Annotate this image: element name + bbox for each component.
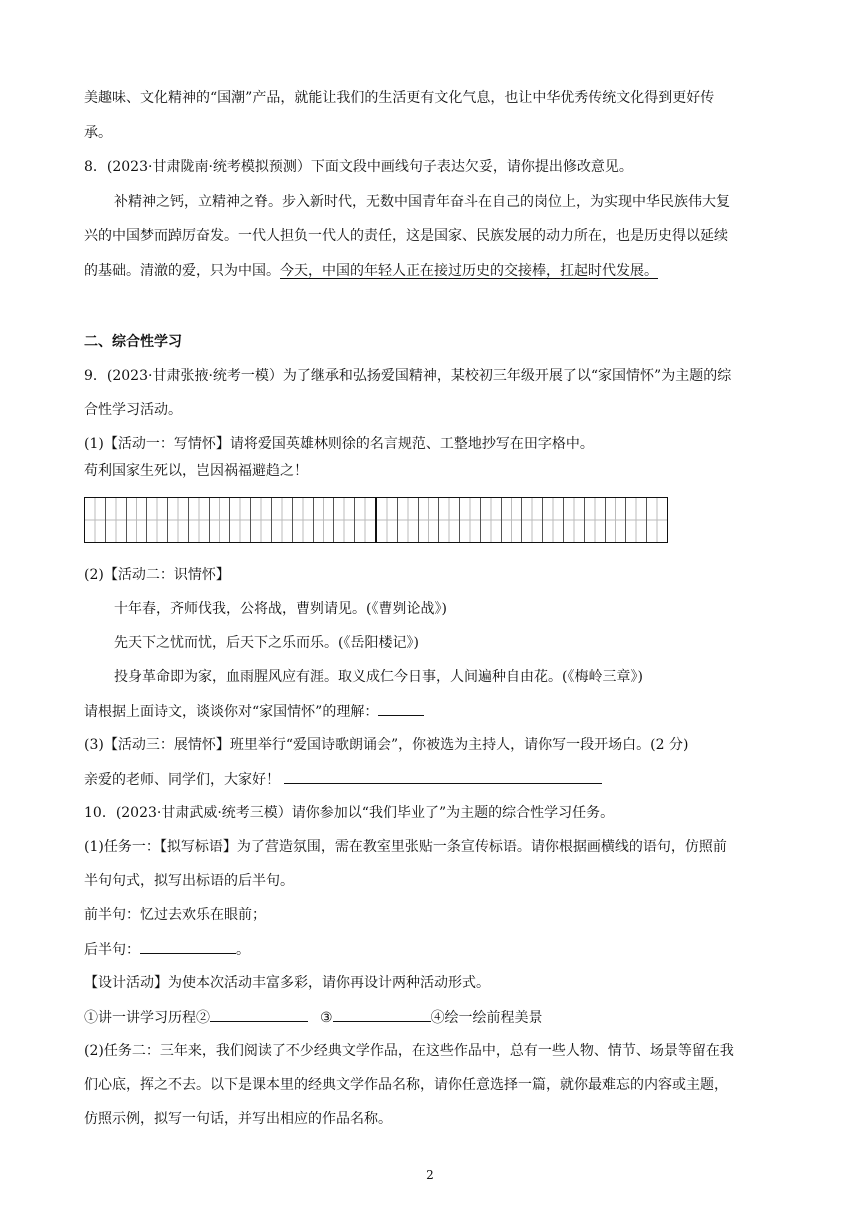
grid-cell[interactable] [334,498,355,542]
option-text: ①讲一讲学习历程② [84,1010,210,1026]
grid-cell[interactable] [460,498,481,542]
underlined-sentence: 今天，中国的年轻人正在接过历史的交接棒，扛起时代发展。 [280,263,658,279]
grid-cell[interactable] [106,498,127,542]
question-9-part-3: (3)【活动三：展情怀】班里举行“爱国诗歌朗诵会”，你被选为主持人，请你写一段开场白。(2 分) [84,737,689,753]
answer-blank[interactable] [378,701,424,716]
grid-cell[interactable] [585,498,606,542]
question-8-heading: 8．(2023·甘肃陇南·统考模拟预测）下面文段中画线句子表达欠妥，请你提出修改意见。 [84,159,633,175]
grid-cell[interactable] [522,498,543,542]
question-10-part-2: (2)任务二：三年来，我们阅读了不少经典文学作品，在这些作品中，总有一些人物、情节、场景等留在我 [84,1043,734,1059]
answer-blank[interactable] [210,1007,308,1022]
grid-cell[interactable] [502,498,523,542]
question-10-part-2: 们心底，挥之不去。以下是课本里的经典文学作品名称，请你任意选择一篇，就你最难忘的内容或主题， [84,1077,728,1093]
question-9-heading: 合性学习活动。 [84,402,182,418]
design-activity: 【设计活动】为使本次活动丰富多彩，请你再设计两种活动形式。 [84,975,490,991]
grid-cell[interactable] [419,498,440,542]
grid-cell[interactable] [147,498,168,542]
slogan-front: 前半句：忆过去欢乐在眼前； [84,907,266,923]
question-10-heading: 10．(2023·甘肃武威·统考三模）请你参加以“我们毕业了”为主题的综合性学习任务。 [84,805,615,821]
grid-cell[interactable] [251,498,272,542]
grid-cell[interactable] [647,498,667,542]
question-9-part-1: (1)【活动一：写情怀】请将爱国英雄林则徐的名言规范、工整地抄写在田字格中。 [84,436,594,452]
question-10-part-2: 仿照示例，拟写一句话，并写出相应的作品名称。 [84,1111,392,1127]
question-9-greeting [84,769,602,790]
question-8-text [84,261,658,281]
question-8-text: 补精神之钙，立精神之脊。步入新时代，无数中国青年奋斗在自己的岗位上，为实现中华民族伟大复 [114,194,730,210]
question-9-heading: 9．(2023·甘肃张掖·统考一模）为了继承和弘扬爱国精神，某校初三年级开展了以“家国情怀”为主题的综 [84,368,732,384]
activity-options [84,1007,543,1028]
grid-cell[interactable] [85,498,106,542]
question-10-part-1: 半句句式，拟写出标语的后半句。 [84,873,294,889]
answer-blank[interactable] [333,1007,431,1022]
grid-cell[interactable] [377,498,398,542]
grid-cell[interactable] [293,498,314,542]
option-text: ④绘一绘前程美景 [430,1010,543,1026]
grid-cell[interactable] [189,498,210,542]
question-10-part-1: (1)任务一：【拟写标语】为了营造氛围，需在教室里张贴一条宣传标语。请你根据画横线的语句，仿照前 [84,839,727,855]
poem-line: 先天下之忧而忧，后天下之乐而乐。(《岳阳楼记》) [114,635,419,651]
grid-cell[interactable] [564,498,585,542]
grid-cell[interactable] [210,498,231,542]
quote-text: 苟利国家生死以，岂因祸福避趋之！ [84,463,308,479]
grid-cell[interactable] [168,498,189,542]
grid-cell[interactable] [398,498,419,542]
grid-cell[interactable] [606,498,627,542]
grid-cell[interactable] [355,498,377,542]
answer-blank[interactable] [284,769,602,784]
prompt-text: 请根据上面诗文，谈谈你对“家国情怀”的理解： [84,704,379,720]
poem-line: 十年春，齐师伐我，公将战，曹刿请见。(《曹刿论战》) [114,601,447,617]
page-number: 2 [426,1168,434,1182]
slogan-back-end: 。 [236,942,250,958]
tian-zi-ge-grid[interactable] [84,497,668,543]
paragraph-line: 美趣味、文化精神的“国潮”产品，就能让我们的生活更有文化气息，也让中华优秀传统文化得到更好传 [84,90,715,106]
grid-cell[interactable] [626,498,647,542]
question-8-text-plain: 的基础。清澈的爱，只为中国。 [84,263,280,279]
grid-cell[interactable] [230,498,251,542]
slogan-back-label: 后半句： [84,942,140,958]
poem-line: 投身革命即为家，血雨腥风应有涯。取义成仁今日事，人间遍种自由花。(《梅岭三章》) [114,669,643,685]
option-text: ③ [320,1010,333,1026]
grid-cell[interactable] [543,498,564,542]
grid-cell[interactable] [127,498,148,542]
grid-cell[interactable] [272,498,293,542]
greeting-text: 亲爱的老师、同学们，大家好！ [84,772,280,788]
question-9-part-2: (2)【活动二：识情怀】 [84,567,230,583]
question-8-text: 兴的中国梦而踔厉奋发。一代人担负一代人的责任，这是国家、民族发展的动力所在，也是历史得以延续 [84,228,728,244]
grid-cell[interactable] [314,498,335,542]
section-heading: 二、综合性学习 [84,334,182,350]
grid-cell[interactable] [439,498,460,542]
question-9-prompt [84,701,424,722]
paragraph-line: 承。 [84,125,112,141]
grid-cell[interactable] [481,498,502,542]
answer-blank[interactable] [140,939,236,954]
slogan-back [84,939,250,960]
